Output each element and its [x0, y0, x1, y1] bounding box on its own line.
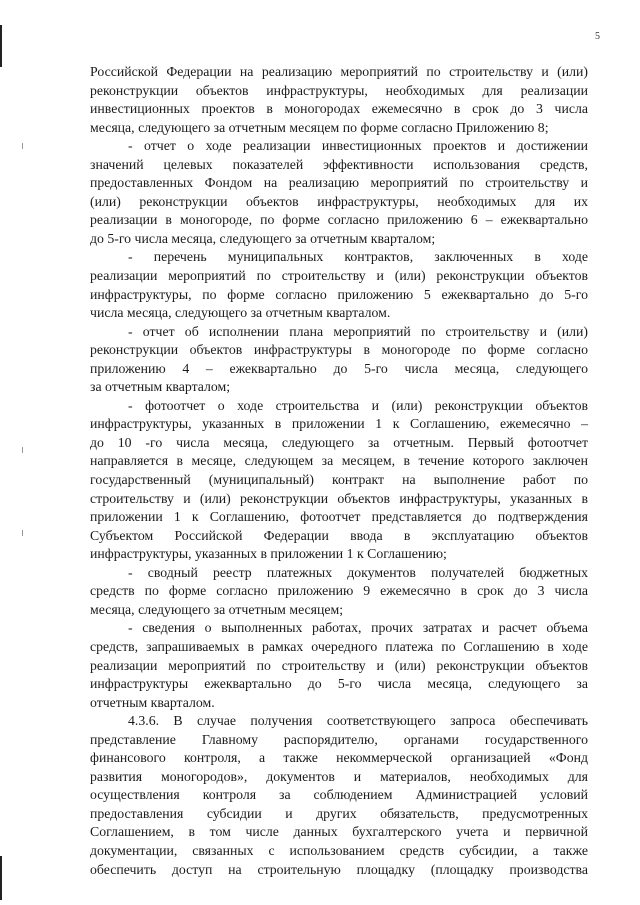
scan-edge-mark-bottom	[0, 856, 2, 900]
page-number: 5	[595, 31, 600, 42]
text-line: инфраструктуры, указанных в приложении 1 к Соглашению, ежемесячно –	[90, 416, 588, 432]
text-line: до 5-го числа месяца, следующего за отчетным кварталом;	[90, 230, 436, 246]
text-line: инфраструктуры ежеквартально до 5-го числа месяца, следующего за	[90, 676, 588, 692]
text-line: - сведения о выполненных работах, прочих затратах и расчет объема	[128, 620, 588, 636]
text-line: 4.3.6. В случае получения соответствующего запроса обеспечивать	[128, 713, 588, 729]
text-line: месяца, следующего за отчетным месяцем по форме согласно Приложению 8;	[90, 119, 549, 135]
text-line: приложении 1 к Соглашению, фотоотчет представляется до подтверждения	[90, 509, 588, 525]
text-line: Российской Федерации на реализацию мероприятий по строительству и (или)	[90, 64, 588, 79]
text-line: - фотоотчет о ходе строительства и (или) реконструкции объектов	[128, 397, 588, 413]
text-line: реализации мероприятий по строительству и (или) реконструкции объектов	[90, 657, 588, 673]
text-line: до 10 -го числа месяца, следующего за отчетным. Первый фотоотчет	[90, 434, 588, 450]
text-line: - отчет об исполнении плана мероприятий по строительству и (или)	[128, 323, 588, 339]
document-body	[90, 63, 588, 879]
text-line: финансового контроля, а также некоммерческой организацией «Фонд	[90, 750, 588, 766]
text-line: приложению 4 – ежеквартально до 5-го числа месяца, следующего	[90, 360, 588, 376]
scan-hole-mark	[22, 143, 23, 149]
text-line: реконструкции объектов инфраструктуры, необходимых для реализации	[90, 82, 588, 98]
text-line: Соглашением, в том числе данных бухгалтерского учета и первичной	[90, 824, 588, 840]
text-line: отчетным кварталом.	[90, 694, 215, 710]
text-line: государственный (муниципальный) контракт на выполнение работ по	[90, 472, 588, 488]
text-line: реконструкции объектов инфраструктуры в моногороде по форме согласно	[90, 342, 588, 358]
text-line: - сводный реестр платежных документов получателей бюджетных	[128, 564, 588, 580]
text-line: - отчет о ходе реализации инвестиционных проектов и достижении	[128, 138, 588, 154]
text-line: инвестиционных проектов в моногородах ежемесячно в срок до 3 числа	[90, 101, 588, 117]
text-line: реализации мероприятий по строительству и (или) реконструкции объектов	[90, 268, 588, 284]
text-line: средств по форме согласно приложению 9 ежемесячно в срок до 3 числа	[90, 583, 588, 599]
text-line: за отчетным кварталом;	[90, 379, 231, 395]
text-line: обеспечить доступ на строительную площадку (площадку производства	[90, 861, 588, 877]
text-line: осуществления контроля за соблюдением Администрацией условий	[90, 787, 588, 803]
text-line: инфраструктуры, указанных в приложении 1 к Соглашению;	[90, 546, 447, 562]
text-line: инфраструктуры, по форме согласно приложению 5 ежеквартально до 5-го	[90, 286, 588, 302]
text-line: предоставленных Фондом на реализацию мероприятий по строительству и	[90, 175, 588, 191]
text-line: Субъектом Российской Федерации ввода в эксплуатацию объектов	[90, 527, 588, 543]
scan-hole-mark	[22, 530, 23, 536]
text-line: средств, запрашиваемых в рамках очередного платежа по Соглашению в ходе	[90, 638, 588, 654]
text-line: (или) реконструкции объектов инфраструктуры, необходимых для их	[90, 193, 588, 209]
text-line: значений целевых показателей эффективности использования средств,	[90, 156, 588, 172]
text-line: представление Главному распорядителю, органами государственного	[90, 731, 588, 747]
text-line: месяца, следующего за отчетным месяцем;	[90, 601, 344, 617]
text-line: развития моногородов», документов и материалов, необходимых для	[90, 768, 588, 784]
text-line: документации, связанных с использованием средств субсидии, а также	[90, 842, 588, 858]
text-line: - перечень муниципальных контрактов, заключенных в ходе	[128, 249, 588, 265]
scan-hole-mark	[22, 447, 23, 453]
text-line: числа месяца, следующего за отчетным кварталом.	[90, 305, 391, 321]
text-line: направляется в месяце, следующем за месяцем, в течение которого заключен	[90, 453, 588, 469]
text-line: строительству и (или) реконструкции объектов инфраструктуры, указанных в	[90, 490, 588, 506]
text-line: реализации в моногороде, по форме согласно приложению 6 – ежеквартально	[90, 212, 588, 228]
text-line: предоставления субсидии и других обязательств, предусмотренных	[90, 805, 588, 821]
scan-edge-mark-top	[0, 25, 2, 67]
